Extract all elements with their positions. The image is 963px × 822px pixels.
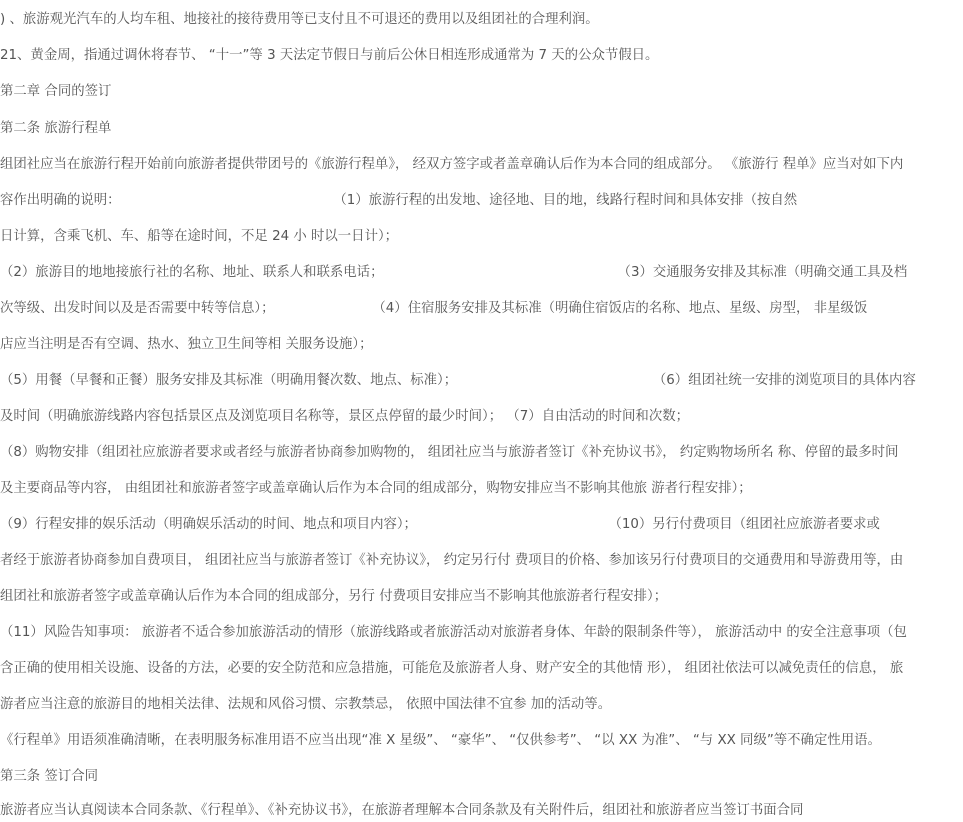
text-line: 旅游者应当认真阅读本合同条款、《行程单》、《补充协议书》，在旅游者理解本合同条款及有关附件后，组团社和旅游者应当签订书面合同 — [0, 803, 804, 818]
article-heading: 第三条 签订合同 — [0, 769, 98, 784]
text-line: （5）用餐（早餐和正餐）服务安排及其标准（明确用餐次数、地点、标准）； （6）组团社统一安排的浏览项目的具体内容 — [0, 373, 916, 388]
text-line: 及主要商品等内容， 由组团社和旅游者签字或盖章确认后作为本合同的组成部分，购物安排应当不影响其他旅 游者行程安排）； — [0, 481, 752, 496]
text-line: 日计算，含乘飞机、车、船等在途时间，不足 24 小 时以一日计）； — [0, 229, 399, 244]
text-line: 组团社和旅游者签字或盖章确认后作为本合同的组成部分，另行 付费项目安排应当不影响其他旅游者行程安排）； — [0, 589, 668, 604]
text-line: 者经于旅游者协商参加自费项目， 组团社应当与旅游者签订《补充协议》， 约定另行付 费项目的价格、参加该另行付费项目的交通费用和导游费用等，由 — [0, 553, 904, 568]
text-line: 店应当注明是否有空调、热水、独立卫生间等相 关服务设施）； — [0, 337, 373, 352]
text-line: 含正确的使用相关设施、设备的方法，必要的安全防范和应急措施，可能危及旅游者人身、财产安全的其他情 形）， 组团社依法可以减免责任的信息， 旅 — [0, 661, 904, 676]
article-heading: 第二条 旅游行程单 — [0, 121, 112, 136]
text-line: （11）风险告知事项： 旅游者不适合参加旅游活动的情形（旅游线路或者旅游活动对旅游者身体、年龄的限制条件等）， 旅游活动中 的安全注意事项（包 — [0, 625, 907, 640]
text-line: （9）行程安排的娱乐活动（明确娱乐活动的时间、地点和项目内容）； （10）另行付费项目（组团社应旅游者要求或 — [0, 517, 880, 532]
text-line: 《行程单》用语须准确清晰，在表明服务标准用语不应当出现“准 X 星级”、 “豪华”、 “仅供参考”、 “以 XX 为准”、 “与 XX 同级”等不确定性用语。 — [0, 733, 881, 748]
text-line: 组团社应当在旅游行程开始前向旅游者提供带团号的《旅游行程单》， 经双方签字或者盖章确认后作为本合同的组成部分。 《旅游行 程单》应当对如下内 — [0, 157, 904, 172]
text-line: ) 、旅游观光汽车的人均车租、地接社的接待费用等已支付且不可退还的费用以及组团社的合理利润。 — [0, 12, 599, 27]
text-line: 次等级、出发时间以及是否需要中转等信息）； （4）住宿服务安排及其标准（明确住宿饭店的名称、地点、星级、房型， 非星级饭 — [0, 301, 868, 316]
text-line: （2）旅游目的地地接旅行社的名称、地址、联系人和联系电话； （3）交通服务安排及其标准（明确交通工具及档 — [0, 265, 908, 280]
text-line: 及时间（明确旅游线路内容包括景区点及浏览项目名称等，景区点停留的最少时间）； （7）自由活动的时间和次数； — [0, 409, 689, 424]
text-line: 容作出明确的说明： （1）旅游行程的出发地、途径地、目的地，线路行程时间和具体安排（按自然 — [0, 193, 798, 208]
text-line: （8）购物安排（组团社应旅游者要求或者经与旅游者协商参加购物的， 组团社应当与旅游者签订《补充协议书》， 约定购物场所名 称、停留的最多时间 — [0, 445, 899, 460]
text-line: 游者应当注意的旅游目的地相关法律、法规和风俗习惯、宗教禁忌， 依照中国法律不宜参 加的活动等。 — [0, 697, 612, 712]
text-line: 21、黄金周，指通过调休将春节、 “十一”等 3 天法定节假日与前后公休日相连形成通常为 7 天的公众节假日。 — [0, 48, 659, 63]
chapter-heading: 第二章 合同的签订 — [0, 84, 112, 99]
